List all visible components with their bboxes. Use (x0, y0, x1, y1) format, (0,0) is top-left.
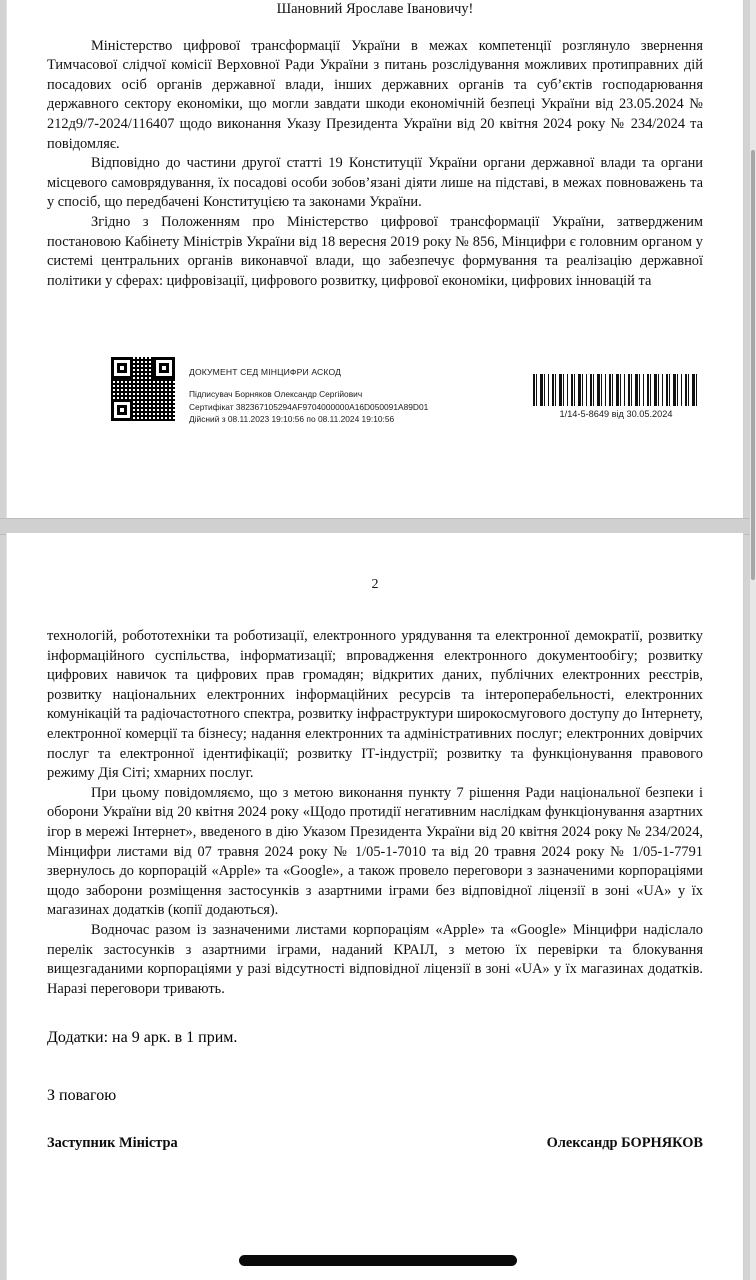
paragraph: Водночас разом із зазначеними листами корпораціям «Apple» та «Google» Мінцифри надіслало перелік застосунків з азартними іграми, наданий КРАІЛ, з метою їх перевірки та блокування вищезгаданими корпораціями у разі відсутності відповідної ліцензії в зоні «UA» у їх магазинах додатків. Наразі переговори тривають. (47, 921, 703, 997)
document-page-1 (6, 0, 744, 520)
scrollbar-thumb[interactable] (751, 150, 755, 580)
page-number: 2 (371, 577, 379, 592)
stamp-details (189, 357, 519, 425)
page-2-body (7, 627, 743, 999)
stamp-validity: Дійсний з 08.11.2023 19:10:56 по 08.11.2024 19:10:56 (189, 414, 395, 425)
closing-block (7, 1087, 743, 1105)
paragraph: При цьому повідомляємо, що з метою виконання пункту 7 рішення Ради національної безпеки і оборони України від 20 квітня 2024 року «Щодо протидії негативним наслідкам функціонування азартних ігор в мережі Інтернет», введеного в дію Указом Президента України від 20 квітня 2024 року № 234/2024, Мінцифри листами від 07 травня 2024 року № 1/05-1-7010 та від 20 травня 2024 року № 1/05-1-7791 звернулось до корпорацій «Apple» та «Google», а також провело переговори з зазначеними корпораціями щодо заборони розміщення застосунків з азартними іграми без відповідної ліцензії в зоні «UA» у їх магазинах додатків (копії додаються). (47, 784, 703, 919)
home-indicator[interactable] (239, 1255, 517, 1266)
document-page-2 (6, 533, 744, 1280)
barcode-icon (533, 374, 699, 406)
signature-row (7, 1135, 743, 1152)
greeting-line: Шановний Ярославе Івановичу! (276, 1, 474, 17)
digital-signature-stamp (7, 357, 743, 425)
qr-code-icon (111, 357, 175, 421)
signature-name: Олександр БОРНЯКОВ (546, 1135, 703, 1152)
paragraph: Міністерство цифрової трансформації України в межах компетенції розглянуло звернення Тимчасової слідчої комісії Верховної Ради України з питань розслідування можливих протиправних дій посадових осіб органів державної влади, інших державних органів та суб’єктів господарювання державного сектору економіки, що могли завдати шкоди економічній безпеці України від 23.05.2024 № 212д9/7-2024/116407 щодо виконання Указу Президента України від 20 квітня 2024 року № 234/2024 та повідомляє. (47, 37, 703, 152)
attachments-block (7, 1029, 743, 1047)
stamp-title: ДОКУМЕНТ СЕД МІНЦИФРИ АСКОД (189, 367, 342, 378)
barcode-label: 1/14-5-8649 від 30.05.2024 (559, 409, 673, 420)
attachments-line: Додатки: на 9 арк. в 1 прим. (47, 1029, 238, 1047)
closing-line: З повагою (47, 1087, 117, 1105)
stamp-signer: Підписувач Борняков Олександр Сергійович (189, 388, 363, 399)
signature-title: Заступник Міністра (47, 1135, 178, 1152)
paragraph: Відповідно до частини другої статті 19 Конституції України органи державної влади та органи місцевого самоврядування, їх посадові особи зобов’язані діяти лише на підставі, в межах повноважень та у спосіб, що передбачені Конституцією та законами України. (47, 155, 703, 211)
page-1-body (7, 0, 743, 291)
paragraph: технологій, робототехніки та роботизації, електронного урядування та електронної демократії, розвитку інформаційного суспільства, інформатизації; впровадження електронного документообігу; розвитку цифрових навичок та цифрових прав громадян; відкритих даних, публічних електронних реєстрів, розвитку національних електронних інформаційних ресурсів та інтероперабельності, електронних комунікацій та радіочастотного спектра, розвитку інфраструктури широкосмугового доступу до Інтернету, електронної комерції та бізнесу; надання електронних та адміністративних послуг; електронних довірчих послуг та електронної ідентифікації; розвитку ІТ-індустрії; розвитку та функціонування правового режиму Дія Сіті; хмарних послуг. (47, 628, 703, 782)
vertical-scrollbar[interactable] (750, 0, 756, 1280)
barcode-block (533, 357, 699, 419)
stamp-certificate: Сертифікат 382367105294AF9704000000A16D050091A89D01 (189, 401, 429, 412)
paragraph: Згідно з Положенням про Міністерство цифрової трансформації України, затвердженим постановою Кабінету Міністрів України від 18 вересня 2019 року № 856, Мінцифри є головним органом у системі центральних органів виконавчої влади, що забезпечує формування та реалізацію державної політики у сферах: цифровізації, цифрового розвитку, цифрової економіки, цифрових інновацій та (47, 213, 703, 289)
